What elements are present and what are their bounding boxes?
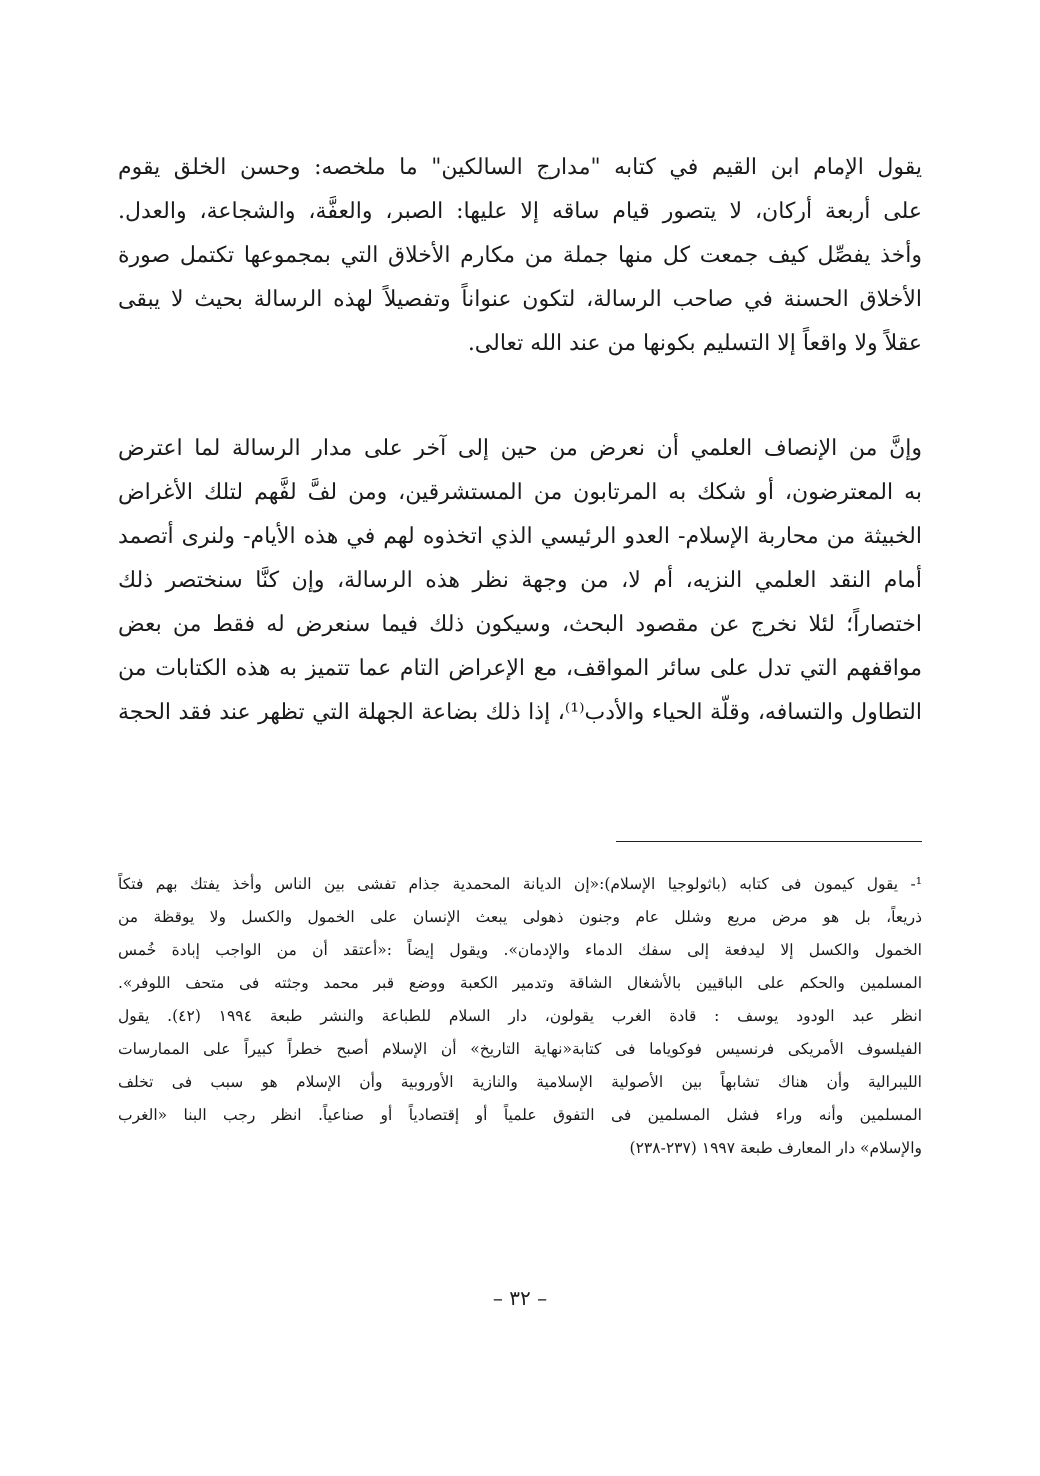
footnote-line-1: ¹- يقول كيمون فى كتابه (باثولوجيا الإسلام):«إن الديانة المحمدية جذام تفشى بين الناس وأخذ يفتك بهم فتكاً	[118, 875, 922, 893]
paragraph-2-line-7: التطاول والتسافه، وقلّة الحياء والأدب⁽¹⁾، إذا ذلك بضاعة الجهلة التي تظهر عند فقد الحجة	[118, 700, 922, 725]
paragraph-1-line-2: على أربعة أركان، لا يتصور قيام ساقه إلا عليها: الصبر، والعفَّة، والشجاعة، والعدل.	[118, 199, 922, 224]
paragraph-2-line-5: اختصاراً؛ لئلا نخرج عن مقصود البحث، وسيكون ذلك فيما سنعرض له فقط من بعض	[118, 612, 922, 637]
paragraph-1-line-3: وأخذ يفصِّل كيف جمعت كل منها جملة من مكارم الأخلاق التي بمجموعها تكتمل صورة	[118, 243, 922, 268]
footnote-line-4: المسلمين والحكم على الباقيين بالأشغال الشاقة وتدمير الكعبة ووضع قبر محمد وجثته فى متحف اللوفر».	[118, 974, 922, 992]
paragraph-1-line-5: عقلاً ولا واقعاً إلا التسليم بكونها من عند الله تعالى.	[467, 331, 922, 356]
footnote-line-6: الفيلسوف الأمريكى فرنسيس فوكوياما فى كتابة«نهاية التاريخ» أن الإسلام أصبح خطراً كبيراً على الممارسات	[118, 1040, 922, 1058]
paragraph-1-line-1: يقول الإمام ابن القيم في كتابه "مدارج السالكين" ما ملخصه: وحسن الخلق يقوم	[118, 155, 922, 180]
paragraph-2-line-3: الخبيثة من محاربة الإسلام- العدو الرئيسي الذي اتخذوه لهم في هذه الأيام- ولنرى أتصمد	[118, 524, 922, 549]
footnote-line-7: الليبرالية وأن هناك تشابهاً بين الأصولية الإسلامية والنازية الأوروبية وأن الإسلام هو سبب فى تخلف	[118, 1073, 922, 1091]
footnote-line-3: الخمول والكسل إلا ليدفعة إلى سفك الدماء والإدمان». ويقول إيضاً :«أعتقد أن من الواجب إبادة خُمس	[118, 941, 922, 959]
footnote-separator	[616, 841, 922, 842]
footnote-line-5: انظر عبد الودود يوسف : قادة الغرب يقولون، دار السلام للطباعة والنشر طبعة ١٩٩٤ (٤٢). يقول	[118, 1007, 922, 1025]
paragraph-2-line-6: مواقفهم التي تدل على سائر المواقف، مع الإعراض التام عما تتميز به هذه الكتابات من	[118, 656, 922, 681]
paragraph-2-line-1: وإنَّ من الإنصاف العلمي أن نعرض من حين إلى آخر على مدار الرسالة لما اعترض	[118, 436, 922, 461]
paragraph-2-line-2: به المعترضون، أو شكك به المرتابون من المستشرقين، ومن لفَّ لفَّهم لتلك الأغراض	[118, 480, 922, 505]
page-number: – ٣٢ –	[492, 1286, 548, 1310]
paragraph-2-line-4: أمام النقد العلمي النزيه، أم لا، من وجهة نظر هذه الرسالة، وإن كنَّا سنختصر ذلك	[118, 568, 922, 593]
paragraph-1-line-4: الأخلاق الحسنة في صاحب الرسالة، لتكون عنواناً وتفصيلاً لهذه الرسالة بحيث لا يبقى	[118, 287, 922, 312]
footnote-line-8: المسلمين وأنه وراء فشل المسلمين فى التفوق علمياً أو إقتصادياً أو صناعياً. انظر رجب البنا «الغرب	[118, 1106, 922, 1124]
footnote-line-2: ذريعاً، بل هو مرض مريع وشلل عام وجنون ذهولى يبعث الإنسان على الخمول والكسل ولا يوقظة من	[118, 908, 922, 926]
footnote-line-9: والإسلام» دار المعارف طبعة ١٩٩٧ (٢٣٧-٢٣٨)	[629, 1139, 922, 1157]
